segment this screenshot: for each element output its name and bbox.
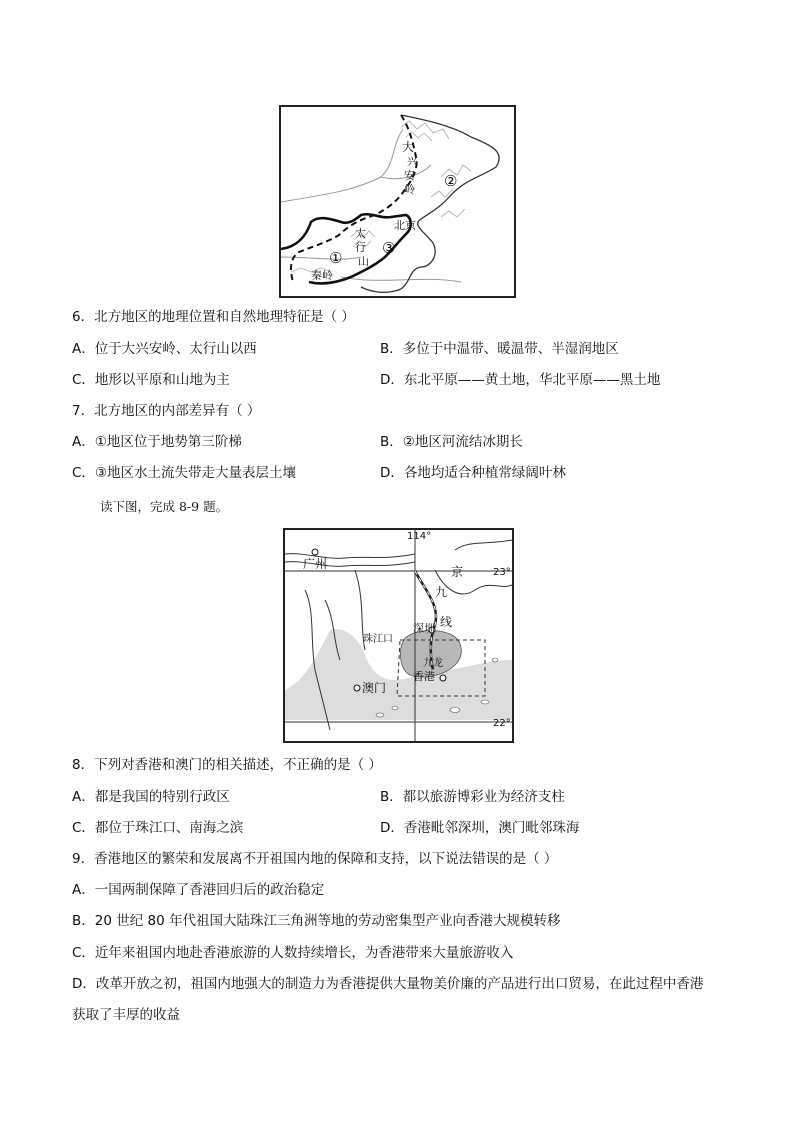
- question-7-stem: 7．北方地区的内部差异有（ ）: [72, 403, 261, 419]
- question-6-option-c: C．地形以平原和山地为主: [72, 372, 230, 388]
- question-6-option-a: A．位于大兴安岭、太行山以西: [72, 341, 257, 357]
- daxinganling-label-4: 岭: [404, 183, 415, 196]
- region-3-marker: ③: [382, 239, 396, 257]
- region-2-marker: ②: [444, 172, 458, 190]
- question-9-option-a: A．一国两制保障了香港回归后的政治稳定: [72, 882, 325, 898]
- beijing-label: 北京: [394, 219, 416, 232]
- daxinganling-label-2: 兴: [407, 155, 418, 168]
- question-6-option-b: B．多位于中温带、暖温带、半湿润地区: [380, 341, 619, 357]
- question-8-option-a: A．都是我国的特别行政区: [72, 789, 230, 805]
- daxinganling-label-1: 大: [402, 140, 415, 154]
- taihang-label-1: 太: [355, 227, 366, 240]
- jingjiu-label-jiu: 九: [435, 585, 448, 599]
- north-china-map: [279, 105, 516, 298]
- region-1-marker: ①: [329, 249, 343, 267]
- daxinganling-label-3: 安: [404, 169, 415, 182]
- question-7-option-b: B．②地区河流结冰期长: [380, 434, 523, 450]
- question-9-option-b: B．20 世纪 80 年代祖国大陆珠江三角洲等地的劳动密集型产业向香港大规模转移: [72, 913, 561, 929]
- question-6-option-d: D．东北平原——黄土地，华北平原——黑土地: [380, 372, 661, 388]
- jingjiu-label-xian: 线: [440, 615, 453, 629]
- question-6-stem: 6．北方地区的地理位置和自然地理特征是（ ）: [72, 309, 355, 325]
- question-9-option-d-line-2: 获取了丰厚的收益: [72, 1007, 180, 1023]
- guangzhou-label: 广州: [303, 557, 328, 571]
- macau-label: 澳门: [362, 681, 387, 695]
- zhujiangkou-label: 珠江口: [363, 634, 393, 645]
- question-7-option-a: A．①地区位于地势第三阶梯: [72, 434, 242, 450]
- latitude-22-label: 22°: [493, 718, 511, 729]
- longitude-114-label: 114°: [407, 531, 432, 542]
- hong-kong-macau-map: [283, 528, 514, 743]
- shenzhen-label: 深圳: [413, 622, 435, 635]
- question-8-option-d: D．香港毗邻深圳，澳门毗邻珠海: [380, 820, 580, 836]
- question-8-stem: 8．下列对香港和澳门的相关描述，不正确的是（ ）: [72, 757, 382, 773]
- question-7-option-d: D．各地均适合种植常绿阔叶林: [380, 465, 566, 481]
- latitude-23-label: 23°: [493, 567, 511, 578]
- jingjiu-label-jing: 京: [451, 565, 464, 579]
- question-7-option-c: C．③地区水土流失带走大量表层土壤: [72, 465, 297, 481]
- question-9-option-c: C．近年来祖国内地赴香港旅游的人数持续增长，为香港带来大量旅游收入: [72, 945, 514, 961]
- hongkong-label: 香港: [413, 670, 435, 683]
- question-9-stem: 9．香港地区的繁荣和发展离不开祖国内地的保障和支持，以下说法错误的是（ ）: [72, 851, 558, 867]
- taihang-label-2: 行: [355, 241, 366, 254]
- question-8-option-c: C．都位于珠江口、南海之滨: [72, 820, 244, 836]
- qinling-label: 秦岭: [311, 269, 333, 282]
- taihang-label-3: 山: [358, 255, 369, 268]
- question-8-option-b: B．都以旅游博彩业为经济支柱: [380, 789, 565, 805]
- map-intro-text: 读下图，完成 8-9 题。: [100, 499, 229, 514]
- kowloon-label: 九龙: [423, 658, 443, 669]
- question-9-option-d-line-1: D．改革开放之初，祖国内地强大的制造力为香港提供大量物美价廉的产品进行出口贸易，在此过程中香港: [72, 976, 704, 992]
